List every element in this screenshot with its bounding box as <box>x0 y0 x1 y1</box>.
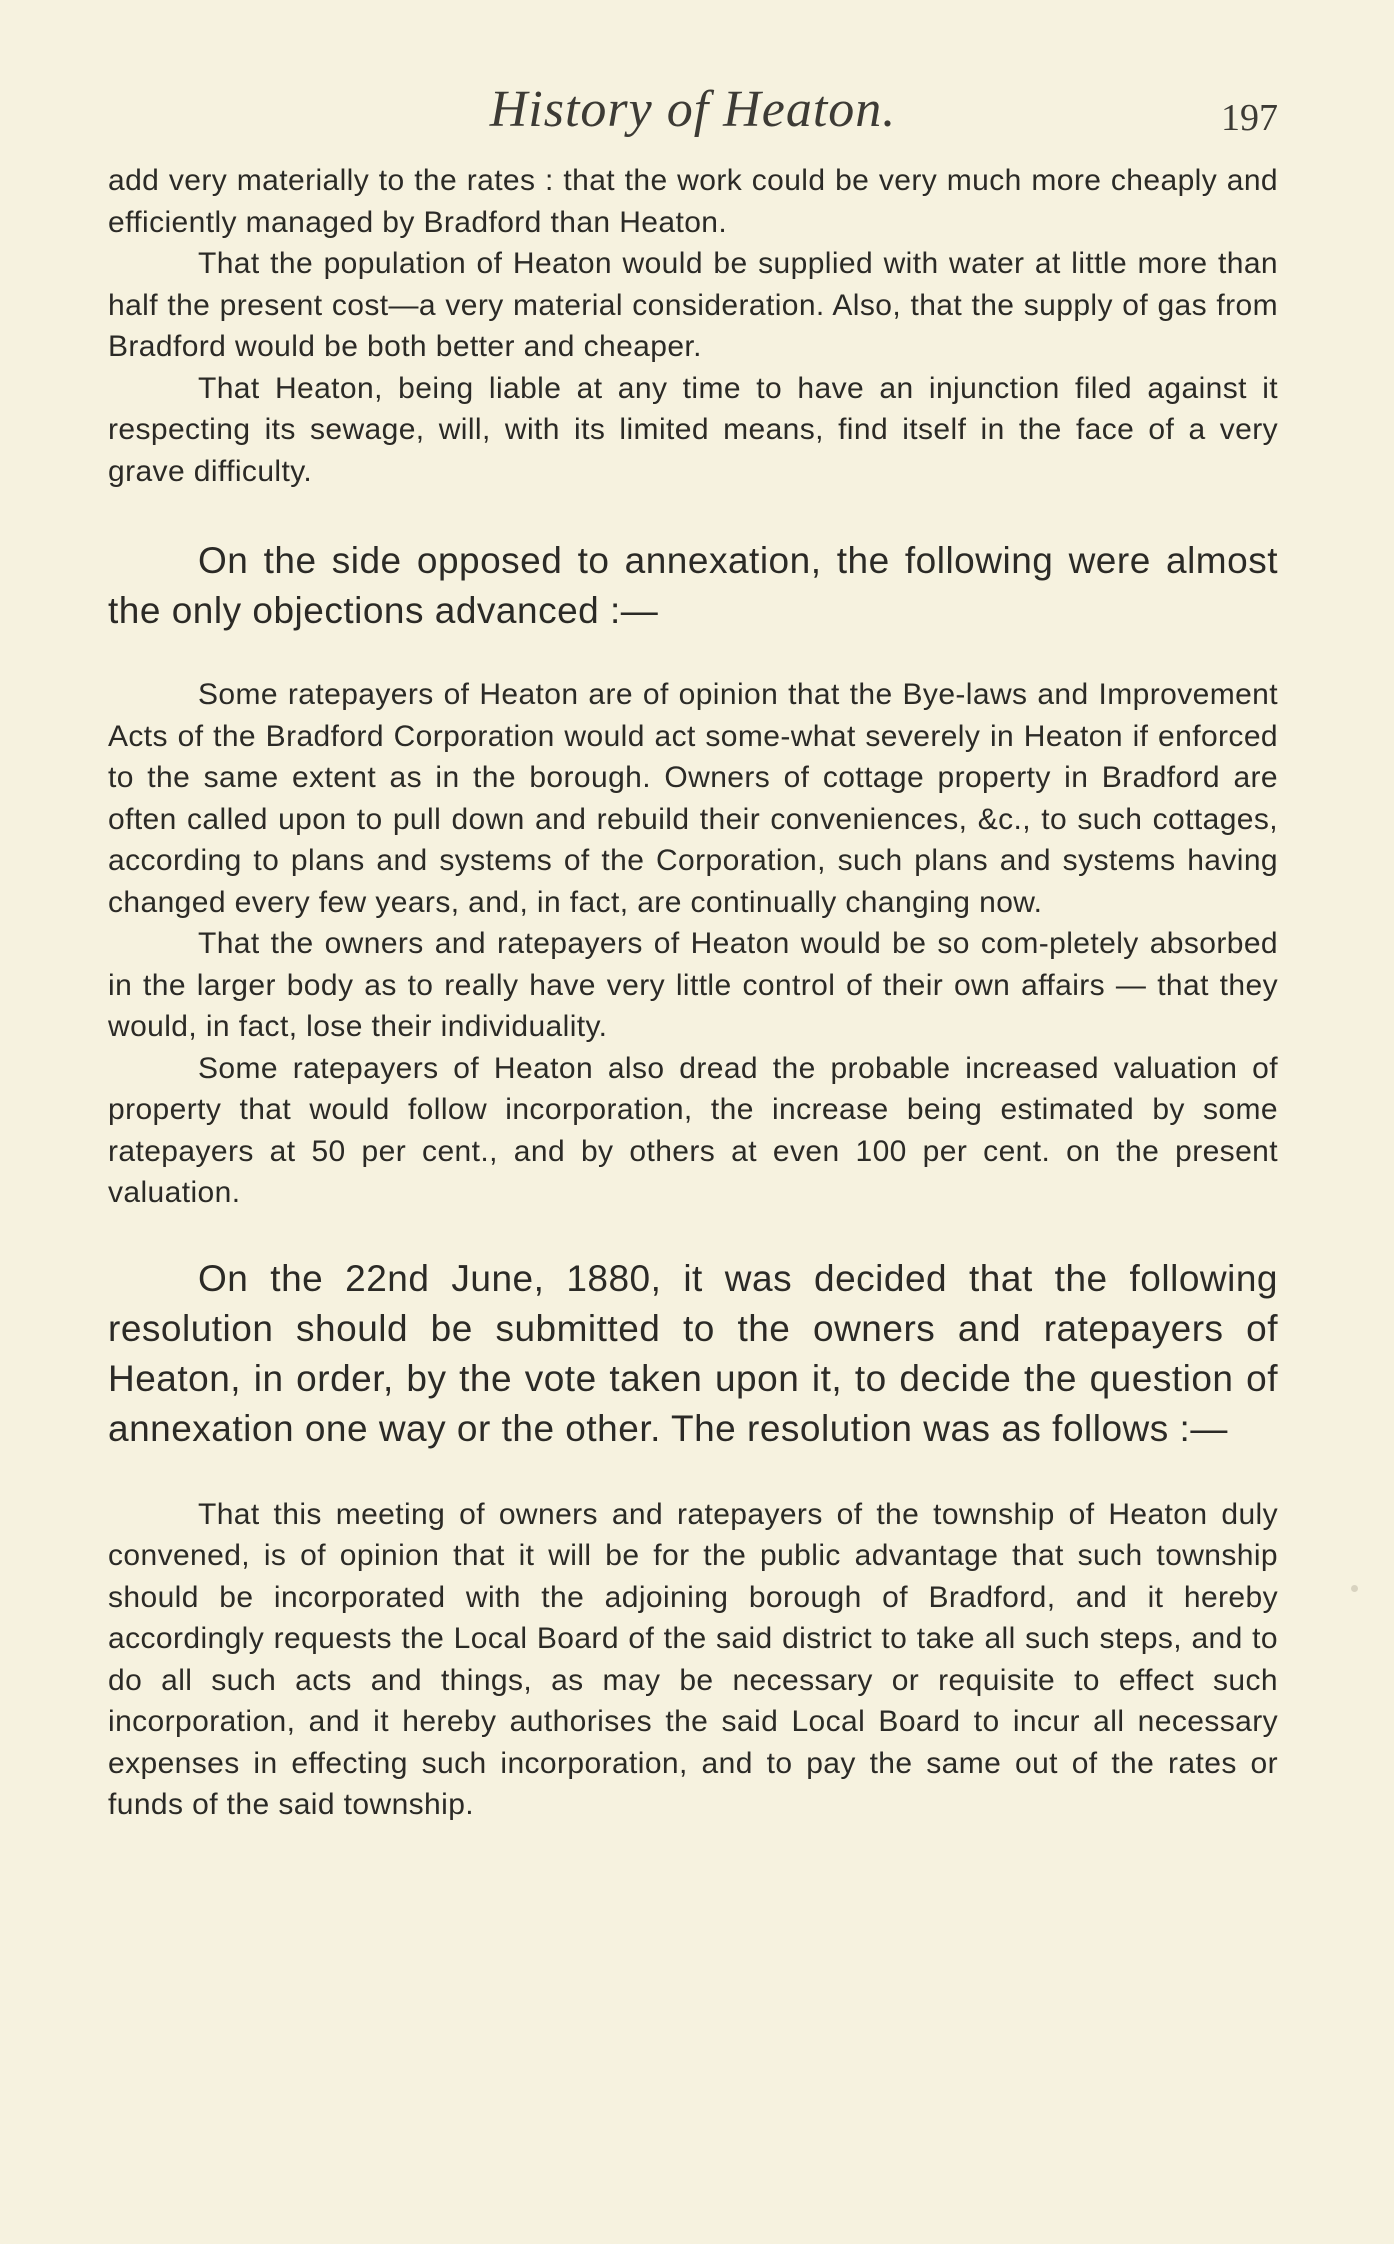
running-head <box>108 80 1278 160</box>
paragraph-water-supply: That the population of Heaton would be supplied with water at little more than half the present cost—a very material consideration. Also, that the supply of gas from Bradford would be both better and cheaper. <box>108 247 1278 363</box>
paragraph-absorbed: That the owners and ratepayers of Heaton would be so com-pletely absorbed in the larger body as to really have very little control of their own affairs — that they would, in fact, lose their individuality. <box>108 927 1278 1043</box>
paragraph-resolution: That this meeting of owners and ratepayers of the township of Heaton duly convened, is of opinion that it will be for the public advantage that such township should be incorporated with the adjoining borough of Bradford, and it hereby accordingly requests the Local Board of the said district to take all such steps, and to do all such acts and things, as may be necessary or requisite to effect such incorporation, and it hereby authorises the said Local Board to incur all necessary expenses in effecting such incorporation, and to pay the same out of the rates or funds of the said township. <box>108 1497 1278 1821</box>
paragraph-resolution-intro: On the 22nd June, 1880, it was decided that the following resolution should be submitted to the owners and ratepayers of Heaton, in order, by the vote taken upon it, to decide the question of annexation one way or the other. The resolution was as follows :— <box>108 1257 1278 1449</box>
page-number: 197 <box>1221 97 1278 139</box>
paragraph-valuation: Some ratepayers of Heaton also dread the probable increased valuation of property that would follow incorporation, the increase being estimated by some ratepayers at 50 per cent., and by others at even 100 per cent. on the present valuation. <box>108 1051 1278 1209</box>
running-title: History of Heaton. <box>489 81 897 138</box>
paper-speck <box>1351 1585 1358 1592</box>
paragraph-continuation: add very materially to the rates : that the work could be very much more cheaply and efficiently managed by Bradford than Heaton. <box>108 164 1278 239</box>
book-page <box>108 80 1278 1826</box>
paragraph-objections-intro: On the side opposed to annexation, the following were almost the only objections advanced :— <box>108 540 1278 631</box>
paragraph-bye-laws: Some ratepayers of Heaton are of opinion that the Bye-laws and Improvement Acts of the Bradford Corporation would act some-what severely in Heaton if enforced to the same extent as in the borough. Owners of cottage property in Bradford are often called upon to pull down and rebuild their conveniences, &c., to such cottages, according to plans and systems of the Corporation, such plans and systems having changed every few years, and, in fact, are continually changing now. <box>108 678 1278 919</box>
paragraph-sewage: That Heaton, being liable at any time to have an injunction filed against it respecting its sewage, will, with its limited means, find itself in the face of a very grave difficulty. <box>108 371 1278 488</box>
